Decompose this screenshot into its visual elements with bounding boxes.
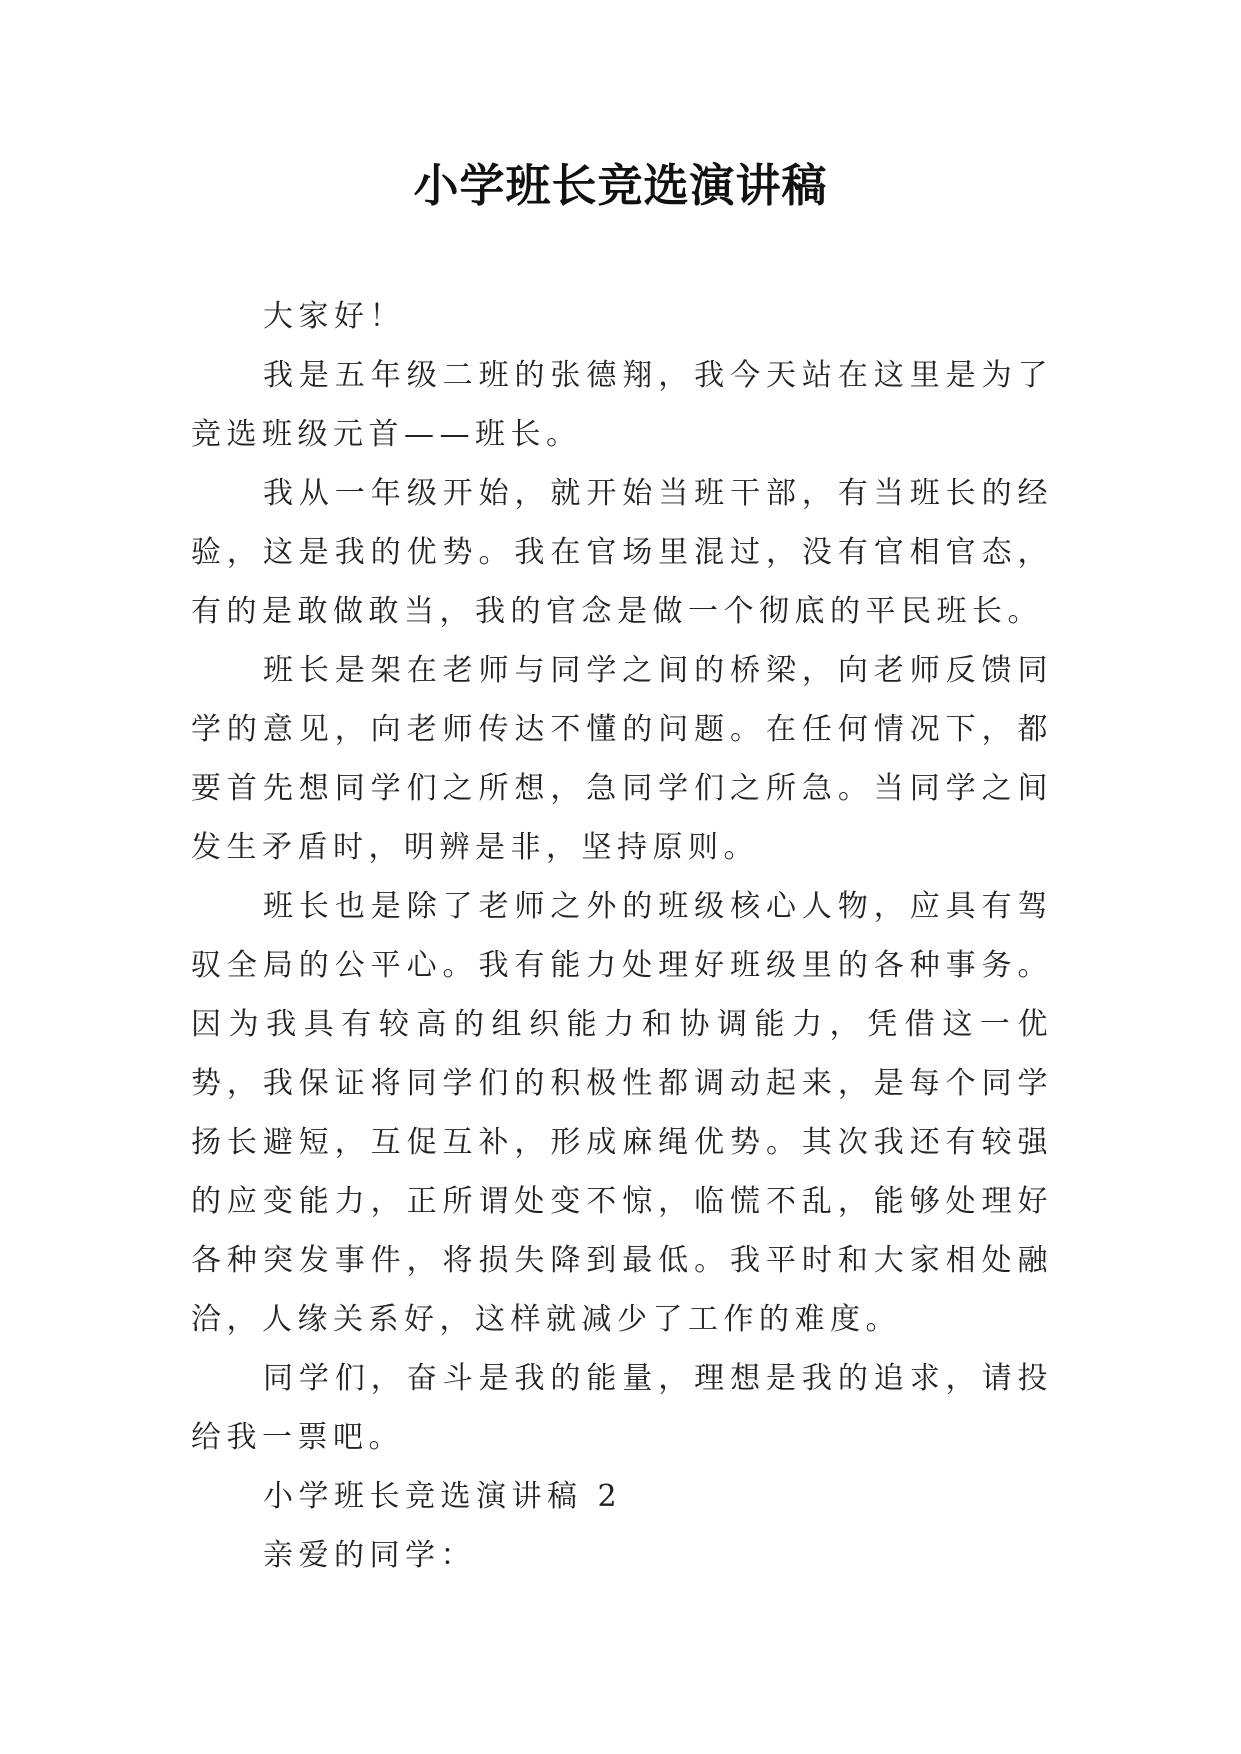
role-paragraph: 班长是架在老师与同学之间的桥梁，向老师反馈同学的意见，向老师传达不懂的问题。在任何情况下，都要首先想同学们之所想，急同学们之所急。当同学之间发生矛盾时，明辨是非，坚持原则。 (191, 653, 1053, 865)
second-speech-greeting: 亲爱的同学： (263, 1538, 476, 1573)
ability-paragraph: 班长也是除了老师之外的班级核心人物，应具有驾驭全局的公平心。我有能力处理好班级里的各种事务。因为我具有较高的组织能力和协调能力，凭借这一优势，我保证将同学们的积极性都调动起来，是每个同学扬长避短，互促互补，形成麻绳优势。其次我还有较强的应变能力，正所谓处变不惊，临慌不乱，能够处理好各种突发事件，将损失降到最低。我平时和大家相处融洽，人缘关系好，这样就减少了工作的难度。 (191, 889, 1053, 1337)
second-speech-heading: 小学班长竞选演讲稿 2 (263, 1479, 623, 1514)
introduction-paragraph: 我是五年级二班的张德翔，我今天站在这里是为了竞选班级元首——班长。 (191, 358, 1053, 452)
experience-paragraph: 我从一年级开始，就开始当班干部，有当班长的经验，这是我的优势。我在官场里混过，没有官相官态，有的是敢做敢当，我的官念是做一个彻底的平民班长。 (191, 476, 1053, 629)
document-body (191, 287, 1053, 1585)
greeting-paragraph: 大家好！ (263, 299, 405, 334)
document-title: 小学班长竞选演讲稿 (413, 159, 828, 212)
closing-paragraph: 同学们，奋斗是我的能量，理想是我的追求，请投给我一票吧。 (191, 1361, 1053, 1455)
